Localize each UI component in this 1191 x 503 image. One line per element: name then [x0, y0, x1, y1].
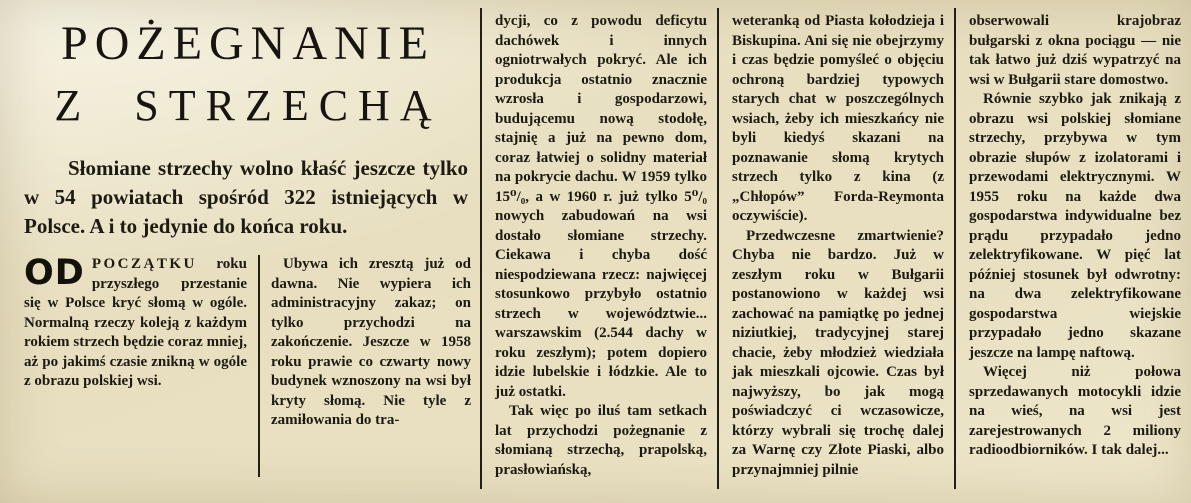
intro-paragraph	[24, 255, 247, 392]
paragraph: Więcej niż połowa sprzedawanych motocykli idzie na wieś, na wsi jest zarejestrowanych 2 miliony radioodbiorników. I tak dalej...	[969, 364, 1181, 458]
article-lead: Słomiane strzechy wolno kłaść jeszcze tylko w 54 powiatach spośród 322 istniejących w Polsce. A i to jedynie do końca roku.	[24, 156, 468, 238]
article-head-section	[0, 0, 480, 503]
drop-cap: OD	[24, 253, 85, 293]
paragraph: Przedwczesne zmartwienie? Chyba nie bardzo. Już w zeszłym roku w Bułgarii postanowiono w każdej wsi zachować na pamiątkę po jednej niziutkiej, tradycyjnej starej chacie, żeby młodzież wiedziała jak mieszkali ojcowie. Czas był najwyższy, bo jak mogą poświadczyć ci wczasowicze, którzy wybrali się trochę dalej za Warnę czy Złote Piaski, albo przynajmniej pilnie	[732, 227, 944, 478]
paragraph: Równie szybko jak znikają z obrazu wsi polskiej słomiane strzechy, przybywa w tym obrazie słupów z izolatorami i przewodami elektrycznymi. W 1955 roku na każde dwa gospodarstwa indywidualne bez prądu przypadało jedno zelektryfikowane. W pięć lat później stosunek był odwrotny: na dwa zelektryfikowane gospodarstwa wiejskie przypadało jedno skazane jeszcze na lampę naftową.	[969, 91, 1181, 361]
paragraph: obserwowali krajobraz bułgarski z okna pociągu — nie tak łatwo już dziś wypatrzyć na wsi w Bułgarii stare domostwo.	[969, 13, 1181, 88]
column-4	[719, 0, 954, 503]
title-line-1: POŻEGNANIE	[61, 17, 435, 70]
column-1	[24, 255, 258, 477]
paragraph: Ubywa ich zresztą już od dawna. Nie wypiera ich administracyjny zakaz; on tylko przychodzi na zakończenie. Jeszcze w 1958 roku prawie co czwarty nowy budynek wznoszony na wsi był kryty słomą. Nie tyle z zamiłowania do tra-	[271, 256, 471, 428]
lead-in-word: POCZĄTKU	[91, 256, 197, 272]
title-line-2: Z STRZECHĄ	[54, 81, 442, 130]
intro-columns	[24, 255, 472, 477]
column-5	[956, 0, 1191, 503]
intro-text: roku przyszłego przestanie się w Polsce kryć słomą w ogóle. Normalną rzeczy koleją z każdym rokiem strzech będzie coraz mniej, aż po jakimś czasie znikną w ogóle z obrazu polskiej wsi.	[24, 256, 247, 389]
paragraph: weteranką od Piasta kołodzieja i Biskupina. Ani się nie obejrzymy i czas będzie pomyśleć o objęciu ochroną bardziej typowych starych chat w poszczególnych wsiach, żeby ich mieszkańcy nie byli kiedyś skazani na poznawanie słomą krytych strzech tylko z kina (z „Chłopów” Forda-Reymonta oczywiście).	[732, 13, 944, 224]
article-title	[24, 18, 472, 130]
column-2	[258, 255, 471, 477]
column-3	[482, 0, 717, 503]
paragraph: dycji, co z powodu deficytu dachówek i innych ogniotrwałych pokryć. Ale ich produkcja ostatnio znacznie wzrosła i gospodarzowi, budującemu nową stodołę, stajnię a już na pewno dom, coraz łatwiej o solidny materiał na pokrycie dachu. W 1959 tylko 15⁰/₀, a w 1960 r. już tylko 5⁰/₀ nowych zabudowań na wsi dostało słomiane strzechy. Ciekawa i chyba dość niespodziewana rzecz: najwięcej stosunkowo przybyło ostatnio strzech w województwie... warszawskim (2.544 dachy w roku zeszłym); potem dopiero idzie lubelskie i łódzkie. Ale to już ostatki.	[495, 13, 707, 400]
paragraph: Tak więc po iluś tam setkach lat przychodzi pożegnanie z słomianą strzechą, prapolską, prasłowiańską,	[495, 403, 707, 478]
